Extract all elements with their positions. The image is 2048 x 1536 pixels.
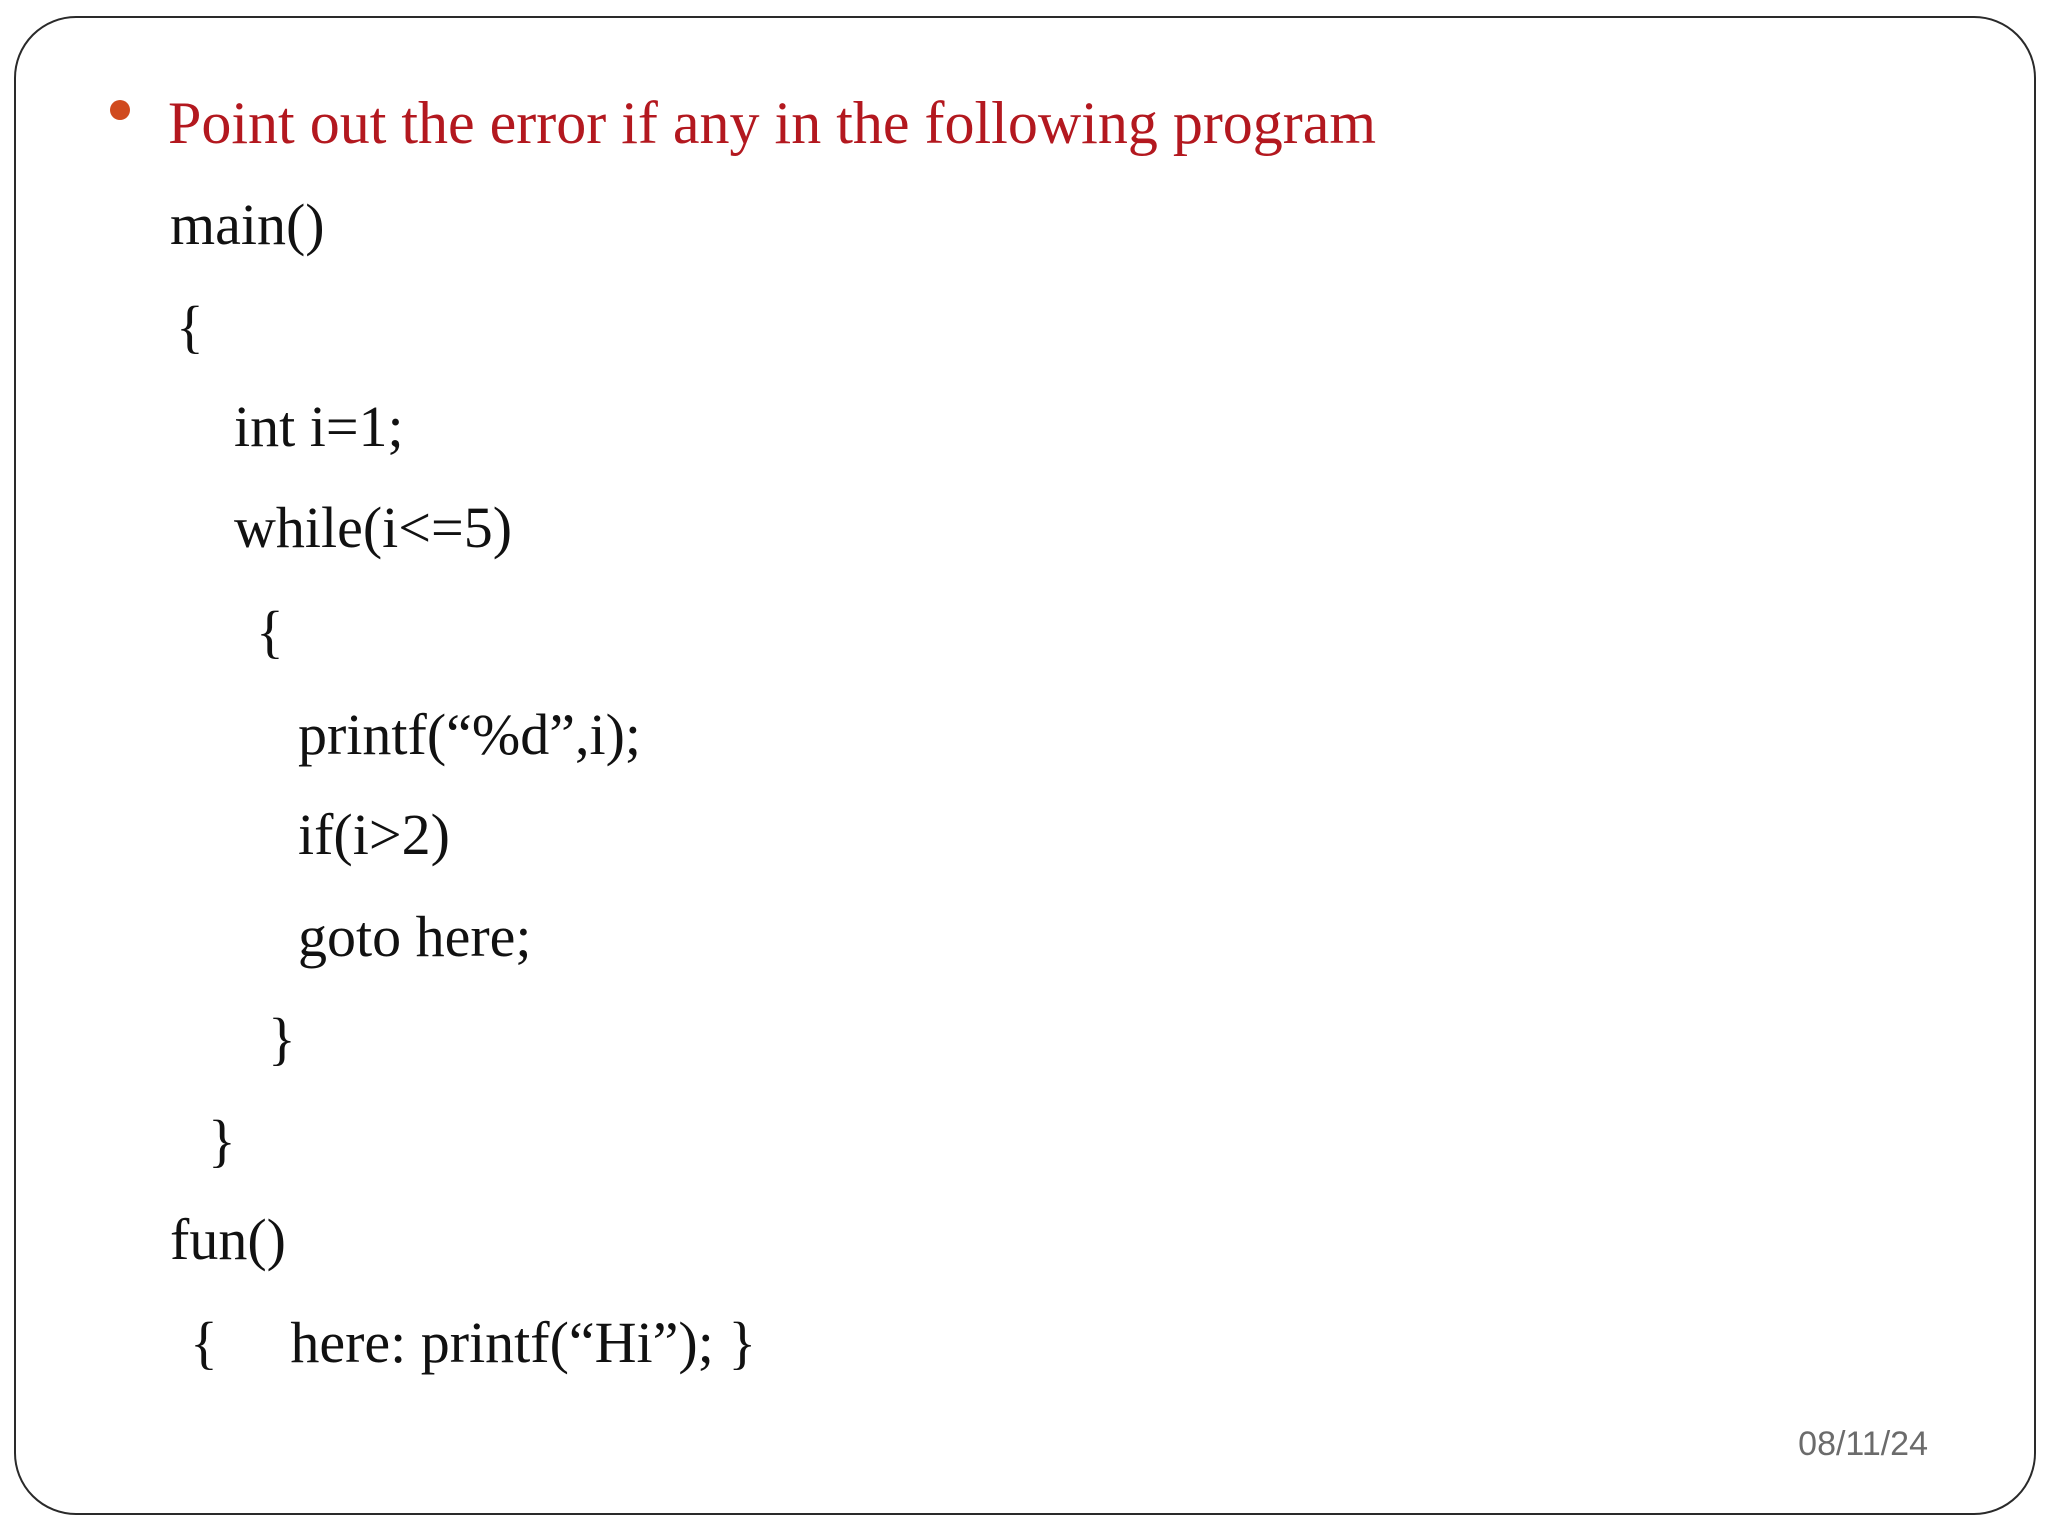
bullet-dot-icon	[110, 100, 130, 120]
code-line: fun()	[170, 1207, 286, 1272]
code-line: goto here;	[298, 904, 532, 969]
code-line: {	[176, 294, 204, 359]
code-line: }	[268, 1006, 296, 1071]
code-line: while(i<=5)	[234, 495, 513, 560]
code-line: }	[208, 1108, 236, 1173]
slide-date: 08/11/24	[1798, 1425, 1928, 1463]
code-line: { here: printf(“Hi”); }	[190, 1310, 757, 1375]
code-line: int i=1;	[234, 394, 404, 459]
code-line: printf(“%d”,i);	[298, 702, 642, 767]
code-line: {	[256, 599, 284, 664]
slide-heading: Point out the error if any in the following program	[168, 90, 1377, 156]
code-line: if(i>2)	[298, 802, 450, 867]
code-line: main()	[170, 192, 325, 257]
